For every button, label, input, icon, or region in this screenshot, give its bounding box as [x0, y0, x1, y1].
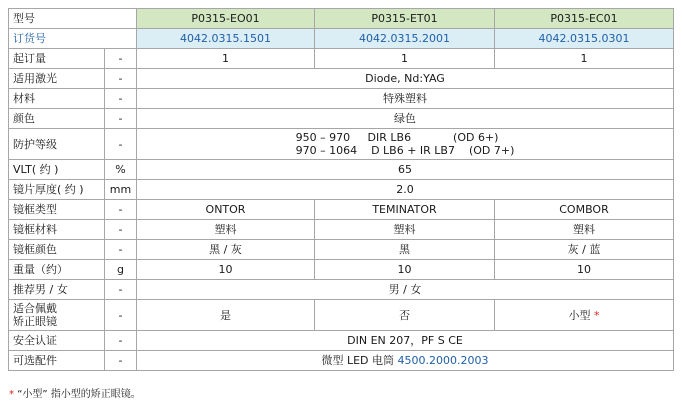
- cell-value: 10: [137, 260, 315, 280]
- cell-value: 塑料: [315, 220, 495, 240]
- cell-value: 1: [137, 49, 315, 69]
- row-label: 颜色: [9, 109, 105, 129]
- cell-value: 1: [315, 49, 495, 69]
- asterisk-mark: *: [594, 308, 600, 322]
- cell-value: 10: [495, 260, 674, 280]
- table-row-gender: [9, 280, 674, 300]
- accessory-text: 微型 LED 电筒: [321, 354, 395, 367]
- cell-value: 1: [495, 49, 674, 69]
- row-label: 镜片厚度( 约 ): [9, 180, 105, 200]
- row-unit: -: [105, 331, 137, 351]
- footnote-marker: *: [9, 389, 14, 400]
- footnote: [9, 385, 141, 400]
- order-number-ec01[interactable]: 4042.0315.0301: [495, 29, 674, 49]
- row-label: 推荐男 / 女: [9, 280, 105, 300]
- cell-value: 绿色: [137, 109, 674, 129]
- cell-value: 10: [315, 260, 495, 280]
- table-row-laser: [9, 69, 674, 89]
- footnote-text: “小型” 指小型的矫正眼镜。: [17, 389, 141, 400]
- row-label-line-2: 矫正眼镜: [13, 315, 57, 328]
- row-unit: -: [105, 200, 137, 220]
- cell-value: 否: [315, 300, 495, 331]
- table-row-protection: [9, 129, 674, 160]
- model-eo01: P0315-EO01: [137, 9, 315, 29]
- row-label: 重量（约）: [9, 260, 105, 280]
- table-row-safety: [9, 331, 674, 351]
- row-unit: %: [105, 160, 137, 180]
- row-unit: -: [105, 240, 137, 260]
- header-row: [9, 9, 674, 29]
- table-row-glasses: [9, 300, 674, 331]
- row-label: 可选配件: [9, 351, 105, 371]
- model-ec01: P0315-EC01: [495, 9, 674, 29]
- row-unit: -: [105, 69, 137, 89]
- table-row-accessory: [9, 351, 674, 371]
- row-label-line-1: 适合佩戴: [13, 302, 57, 315]
- row-unit: -: [105, 49, 137, 69]
- row-label: VLT( 约 ): [9, 160, 105, 180]
- table-row-frame-color: [9, 240, 674, 260]
- cell-value: 塑料: [137, 220, 315, 240]
- order-row: [9, 29, 674, 49]
- table-row-color: [9, 109, 674, 129]
- row-label: 镜框材料: [9, 220, 105, 240]
- protection-levels: [137, 129, 674, 160]
- row-label: 安全认证: [9, 331, 105, 351]
- row-label: 适用激光: [9, 69, 105, 89]
- cell-value-small: [495, 300, 674, 331]
- cell-value: Diode, Nd:YAG: [137, 69, 674, 89]
- table-row-frame-type: [9, 200, 674, 220]
- cell-value: 2.0: [137, 180, 674, 200]
- row-unit: -: [105, 89, 137, 109]
- row-unit: mm: [105, 180, 137, 200]
- cell-value: 65: [137, 160, 674, 180]
- model-et01: P0315-ET01: [315, 9, 495, 29]
- cell-value: 黑 / 灰: [137, 240, 315, 260]
- row-unit: -: [105, 280, 137, 300]
- cell-text: 小型: [568, 308, 591, 322]
- table-row-frame-material: [9, 220, 674, 240]
- table-row-vlt: [9, 160, 674, 180]
- row-label: 防护等级: [9, 129, 105, 160]
- row-unit: -: [105, 220, 137, 240]
- row-unit: -: [105, 109, 137, 129]
- cell-value: 特殊塑料: [137, 89, 674, 109]
- row-label: [9, 300, 105, 331]
- row-unit: -: [105, 129, 137, 160]
- spec-table: [8, 8, 674, 371]
- table-row-thickness: [9, 180, 674, 200]
- row-label: 镜框类型: [9, 200, 105, 220]
- table-row-moq: [9, 49, 674, 69]
- protection-line-2: 970 – 1064 D LB6 + IR LB7 (OD 7+): [295, 144, 515, 157]
- table-row-weight: [9, 260, 674, 280]
- cell-value: 黑: [315, 240, 495, 260]
- cell-value: 塑料: [495, 220, 674, 240]
- row-unit: -: [105, 351, 137, 371]
- cell-value: 灰 / 蓝: [495, 240, 674, 260]
- protection-line-1: 950 – 970 DIR LB6 (OD 6+): [295, 131, 499, 144]
- row-unit: g: [105, 260, 137, 280]
- cell-value: TEMINATOR: [315, 200, 495, 220]
- row-label: 起订量: [9, 49, 105, 69]
- type-label: 型号: [9, 9, 137, 29]
- cell-value: DIN EN 207，PF S CE: [137, 331, 674, 351]
- order-number-et01[interactable]: 4042.0315.2001: [315, 29, 495, 49]
- cell-value: 是: [137, 300, 315, 331]
- accessory-part-number[interactable]: 4500.2000.2003: [397, 354, 489, 367]
- row-label: 材料: [9, 89, 105, 109]
- cell-value: 男 / 女: [137, 280, 674, 300]
- table-row-material: [9, 89, 674, 109]
- cell-value: COMBOR: [495, 200, 674, 220]
- row-label: 镜框颜色: [9, 240, 105, 260]
- row-unit: -: [105, 300, 137, 331]
- order-label: 订货号: [9, 29, 137, 49]
- order-number-eo01[interactable]: 4042.0315.1501: [137, 29, 315, 49]
- accessory-cell: [137, 351, 674, 371]
- cell-value: ONTOR: [137, 200, 315, 220]
